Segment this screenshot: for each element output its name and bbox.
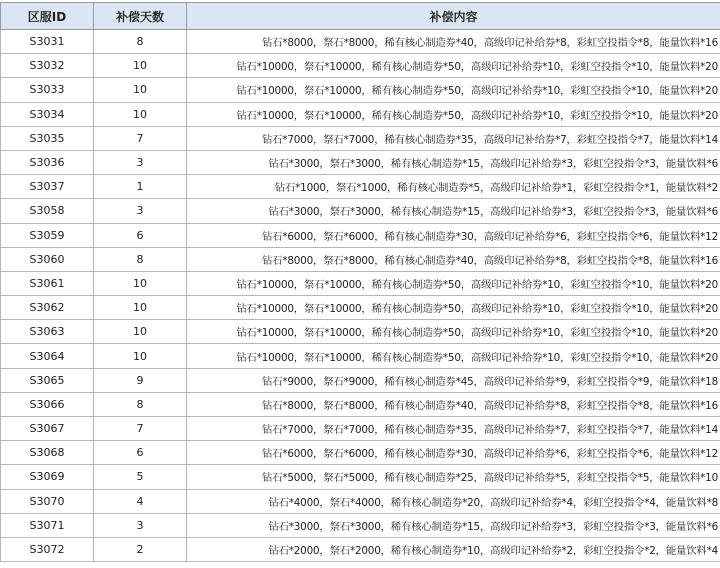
content-cell [187, 175, 720, 199]
server-id-cell: S3064 [1, 344, 94, 368]
header-days: 补偿天数 [94, 3, 187, 30]
table-row [1, 175, 720, 199]
server-id-cell: S3070 [1, 489, 94, 513]
content-cell [187, 489, 720, 513]
content-cell [187, 247, 720, 271]
server-id-cell: S3062 [1, 296, 94, 320]
content-text: 钻石*1000，祭石*1000，稀有核心制造券*5，高级印记补给券*1，彩虹空投指令*1，能量饮料*2 [274, 182, 718, 195]
server-id-cell: S3060 [1, 247, 94, 271]
server-id-cell: S3033 [1, 78, 94, 102]
content-text: 钻石*6000，祭石*6000，稀有核心制造券*30，高级印记补给券*6，彩虹空投指令*6，能量饮料*12 [261, 230, 718, 243]
content-text: 钻石*2000，祭石*2000，稀有核心制造券*10，高级印记补给券*2，彩虹空投指令*2，能量饮料*4 [268, 545, 718, 558]
table-row [1, 78, 720, 102]
days-cell: 6 [94, 223, 187, 247]
server-id-cell: S3037 [1, 175, 94, 199]
table-row [1, 54, 720, 78]
content-text: 钻石*8000，祭石*8000，稀有核心制造券*40，高级印记补给券*8，彩虹空投指令*8，能量饮料*16 [261, 37, 718, 50]
server-id-cell: S3063 [1, 320, 94, 344]
server-id-cell: S3031 [1, 30, 94, 54]
table-row [1, 537, 720, 561]
content-text: 钻石*4000，祭石*4000，稀有核心制造券*20，高级印记补给券*4，彩虹空投指令*4，能量饮料*8 [268, 496, 718, 509]
content-text: 钻石*6000，祭石*6000，稀有核心制造券*30，高级印记补给券*6，彩虹空投指令*6，能量饮料*12 [261, 448, 718, 461]
table-row [1, 247, 720, 271]
table-row [1, 150, 720, 174]
content-cell [187, 441, 720, 465]
server-id-cell: S3068 [1, 441, 94, 465]
header-row [1, 3, 720, 30]
days-cell: 10 [94, 54, 187, 78]
server-id-cell: S3071 [1, 513, 94, 537]
table-row [1, 296, 720, 320]
content-cell [187, 150, 720, 174]
content-cell [187, 126, 720, 150]
content-text: 钻石*8000，祭石*8000，稀有核心制造券*40，高级印记补给券*8，彩虹空投指令*8，能量饮料*16 [261, 399, 718, 412]
days-cell: 1 [94, 175, 187, 199]
server-id-cell: S3069 [1, 465, 94, 489]
days-cell: 9 [94, 368, 187, 392]
content-cell [187, 344, 720, 368]
content-cell [187, 296, 720, 320]
table-row [1, 417, 720, 441]
days-cell: 3 [94, 199, 187, 223]
table-row [1, 30, 720, 54]
table-row [1, 441, 720, 465]
content-cell [187, 30, 720, 54]
table-row [1, 271, 720, 295]
days-cell: 2 [94, 537, 187, 561]
days-cell: 10 [94, 102, 187, 126]
content-text: 钻石*10000，祭石*10000，稀有核心制造券*50，高级印记补给券*10，彩虹空投指令*10，能量饮料*20 [236, 327, 718, 340]
content-text: 钻石*3000，祭石*3000，稀有核心制造券*15，高级印记补给券*3，彩虹空投指令*3，能量饮料*6 [268, 158, 718, 171]
content-text: 钻石*7000，祭石*7000，稀有核心制造券*35，高级印记补给券*7，彩虹空投指令*7，能量饮料*14 [261, 133, 718, 146]
table-row [1, 344, 720, 368]
table-row [1, 199, 720, 223]
days-cell: 10 [94, 271, 187, 295]
content-text: 钻石*10000，祭石*10000，稀有核心制造券*50，高级印记补给券*10，彩虹空投指令*10，能量饮料*20 [236, 109, 718, 122]
server-id-cell: S3072 [1, 537, 94, 561]
server-id-cell: S3061 [1, 271, 94, 295]
content-cell [187, 392, 720, 416]
content-cell [187, 465, 720, 489]
content-cell [187, 102, 720, 126]
days-cell: 10 [94, 344, 187, 368]
days-cell: 6 [94, 441, 187, 465]
table-row [1, 489, 720, 513]
table-row [1, 126, 720, 150]
server-id-cell: S3059 [1, 223, 94, 247]
content-cell [187, 513, 720, 537]
server-id-cell: S3035 [1, 126, 94, 150]
days-cell: 8 [94, 247, 187, 271]
table-row [1, 392, 720, 416]
table-row [1, 320, 720, 344]
content-cell [187, 368, 720, 392]
server-id-cell: S3036 [1, 150, 94, 174]
days-cell: 10 [94, 78, 187, 102]
content-cell [187, 537, 720, 561]
header-server-id: 区服ID [1, 3, 94, 30]
content-text: 钻石*9000，祭石*9000，稀有核心制造券*45，高级印记补给券*9，彩虹空投指令*9，能量饮料*18 [261, 375, 718, 388]
content-cell [187, 271, 720, 295]
content-cell [187, 417, 720, 441]
server-id-cell: S3066 [1, 392, 94, 416]
server-id-cell: S3034 [1, 102, 94, 126]
table-header [1, 3, 720, 30]
days-cell: 8 [94, 30, 187, 54]
table-row [1, 513, 720, 537]
table-row [1, 223, 720, 247]
content-cell [187, 54, 720, 78]
days-cell: 3 [94, 513, 187, 537]
days-cell: 10 [94, 320, 187, 344]
days-cell: 10 [94, 296, 187, 320]
compensation-table [0, 2, 720, 562]
days-cell: 3 [94, 150, 187, 174]
days-cell: 5 [94, 465, 187, 489]
server-id-cell: S3067 [1, 417, 94, 441]
table-row [1, 368, 720, 392]
content-text: 钻石*7000，祭石*7000，稀有核心制造券*35，高级印记补给券*7，彩虹空投指令*7，能量饮料*14 [261, 424, 718, 437]
content-text: 钻石*5000，祭石*5000，稀有核心制造券*25，高级印记补给券*5，彩虹空投指令*5，能量饮料*10 [261, 472, 718, 485]
content-cell [187, 199, 720, 223]
content-text: 钻石*3000，祭石*3000，稀有核心制造券*15，高级印记补给券*3，彩虹空投指令*3，能量饮料*6 [268, 520, 718, 533]
server-id-cell: S3065 [1, 368, 94, 392]
content-text: 钻石*8000，祭石*8000，稀有核心制造券*40，高级印记补给券*8，彩虹空投指令*8，能量饮料*16 [261, 254, 718, 267]
content-text: 钻石*10000，祭石*10000，稀有核心制造券*50，高级印记补给券*10，彩虹空投指令*10，能量饮料*20 [236, 85, 718, 98]
content-text: 钻石*10000，祭石*10000，稀有核心制造券*50，高级印记补给券*10，彩虹空投指令*10，能量饮料*20 [236, 278, 718, 291]
content-cell [187, 78, 720, 102]
content-text: 钻石*10000，祭石*10000，稀有核心制造券*50，高级印记补给券*10，彩虹空投指令*10，能量饮料*20 [236, 61, 718, 74]
content-cell [187, 223, 720, 247]
days-cell: 7 [94, 417, 187, 441]
content-text: 钻石*3000，祭石*3000，稀有核心制造券*15，高级印记补给券*3，彩虹空投指令*3，能量饮料*6 [268, 206, 718, 219]
days-cell: 4 [94, 489, 187, 513]
content-cell [187, 320, 720, 344]
days-cell: 8 [94, 392, 187, 416]
days-cell: 7 [94, 126, 187, 150]
server-id-cell: S3032 [1, 54, 94, 78]
header-content: 补偿内容 [187, 3, 720, 30]
table-row [1, 465, 720, 489]
content-text: 钻石*10000，祭石*10000，稀有核心制造券*50，高级印记补给券*10，彩虹空投指令*10，能量饮料*20 [236, 351, 718, 364]
table-row [1, 102, 720, 126]
table-body [1, 30, 720, 562]
server-id-cell: S3058 [1, 199, 94, 223]
content-text: 钻石*10000，祭石*10000，稀有核心制造券*50，高级印记补给券*10，彩虹空投指令*10，能量饮料*20 [236, 303, 718, 316]
